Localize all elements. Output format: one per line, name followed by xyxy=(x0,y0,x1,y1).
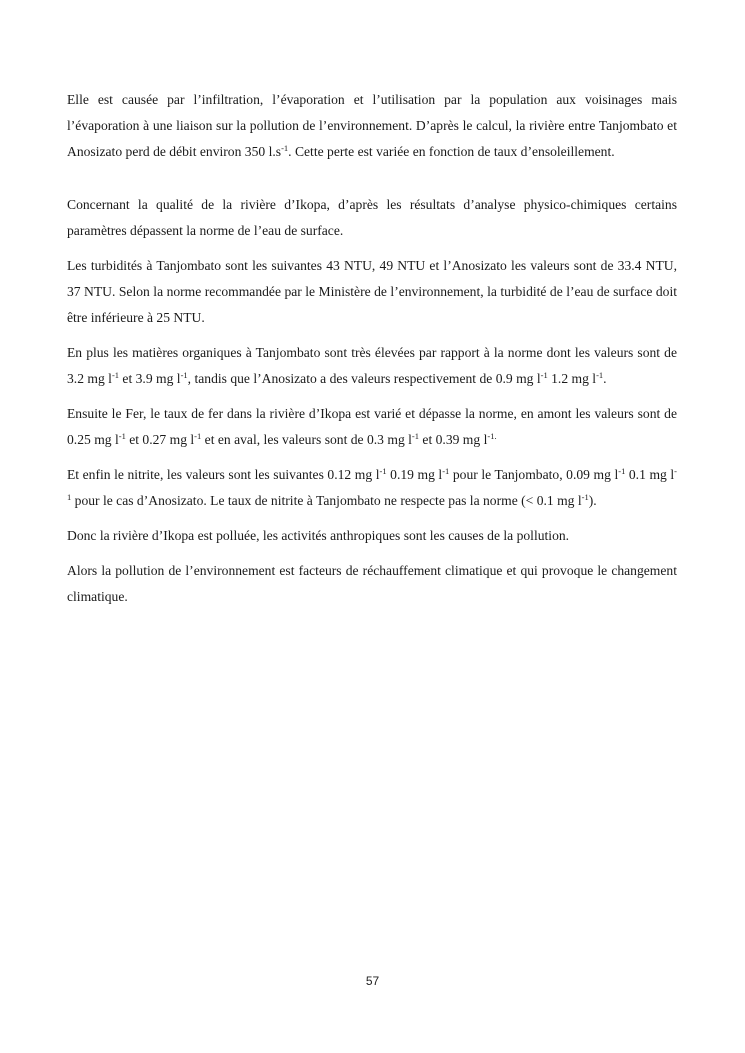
text-segment: , tandis que l’Anosizato a des valeurs respectivement de 0.9 mg l xyxy=(187,371,541,386)
text-segment: Donc la rivière d’Ikopa est polluée, les activités anthropiques sont les causes de la pollution. xyxy=(67,528,570,543)
text-segment: 0.1 mg l xyxy=(625,467,675,482)
paragraph-evaporation xyxy=(67,87,677,165)
text-segment: et 3.9 mg l xyxy=(119,371,181,386)
paragraph-climate xyxy=(67,558,677,610)
text-segment: et en aval, les valeurs sont de 0.3 mg l xyxy=(201,432,412,447)
superscript-exponent: -1 xyxy=(618,466,626,476)
paragraph-organic-matter xyxy=(67,340,677,392)
text-segment: Elle est causée par l’infiltration, l’évaporation et l’utilisation par la population aux voisinages mais l’évaporation à une liaison sur la pollution de l’environnement. D’après le calcul, la rivière entre Tanjombato et Anosizato perd de débit environ 350 l.s xyxy=(67,92,677,159)
paragraph-nitrite xyxy=(67,462,677,514)
text-segment: Et enfin le nitrite, les valeurs sont les suivantes 0.12 mg l xyxy=(67,467,380,482)
superscript-exponent: -1. xyxy=(487,431,497,441)
text-segment: En plus les matières organiques à Tanjombato sont très élevées par rapport à la norme dont les valeurs sont de 3.2 mg l xyxy=(67,345,677,386)
text-segment: 0.19 mg l xyxy=(386,467,443,482)
page-number: 57 xyxy=(365,974,380,988)
superscript-exponent: -1 xyxy=(180,370,188,380)
text-segment: . xyxy=(603,371,607,386)
text-segment: pour le cas d’Anosizato. Le taux de nitrite à Tanjombato ne respecte pas la norme (< 0.1 mg l xyxy=(71,493,582,508)
paragraph-turbidity xyxy=(67,253,677,331)
text-segment: pour le Tanjombato, 0.09 mg l xyxy=(449,467,619,482)
superscript-exponent: -1 xyxy=(67,466,677,502)
superscript-exponent: -1 xyxy=(379,466,387,476)
superscript-exponent: -1 xyxy=(581,492,589,502)
paragraph-water-quality xyxy=(67,192,677,244)
superscript-exponent: -1 xyxy=(111,370,120,380)
paragraph-iron xyxy=(67,401,677,453)
superscript-exponent: -1 xyxy=(118,431,126,441)
text-segment: Les turbidités à Tanjombato sont les suivantes 43 NTU, 49 NTU et l’Anosizato les valeurs sont de 33.4 NTU, 37 NTU. Selon la norme recommandée par le Ministère de l’environnement, la turbidité de l’eau de surface doit être inférieure à 25 NTU. xyxy=(67,258,677,325)
superscript-exponent: -1 xyxy=(194,431,202,441)
text-segment: et 0.39 mg l xyxy=(419,432,488,447)
text-segment: ). xyxy=(588,493,597,508)
superscript-exponent: -1 xyxy=(281,143,289,153)
text-segment: Alors la pollution de l’environnement est facteurs de réchauffement climatique et qui provoque le changement climatique. xyxy=(67,563,677,604)
text-segment: Concernant la qualité de la rivière d’Ikopa, d’après les résultats d’analyse physico-chimiques certains paramètres dépassent la norme de l’eau de surface. xyxy=(67,197,677,238)
superscript-exponent: -1 xyxy=(411,431,420,441)
text-segment: Ensuite le Fer, le taux de fer dans la rivière d’Ikopa est varié et dépasse la norme, en amont les valeurs sont de 0.25 mg l xyxy=(67,406,677,447)
text-segment: 1.2 mg l xyxy=(547,371,597,386)
text-segment: et 0.27 mg l xyxy=(125,432,195,447)
superscript-exponent: -1 xyxy=(540,370,548,380)
superscript-exponent: -1 xyxy=(596,370,604,380)
paragraph-conclusion xyxy=(67,523,677,549)
superscript-exponent: -1 xyxy=(442,466,450,476)
text-segment: . Cette perte est variée en fonction de taux d’ensoleillement. xyxy=(288,144,615,159)
document-body xyxy=(67,87,677,619)
